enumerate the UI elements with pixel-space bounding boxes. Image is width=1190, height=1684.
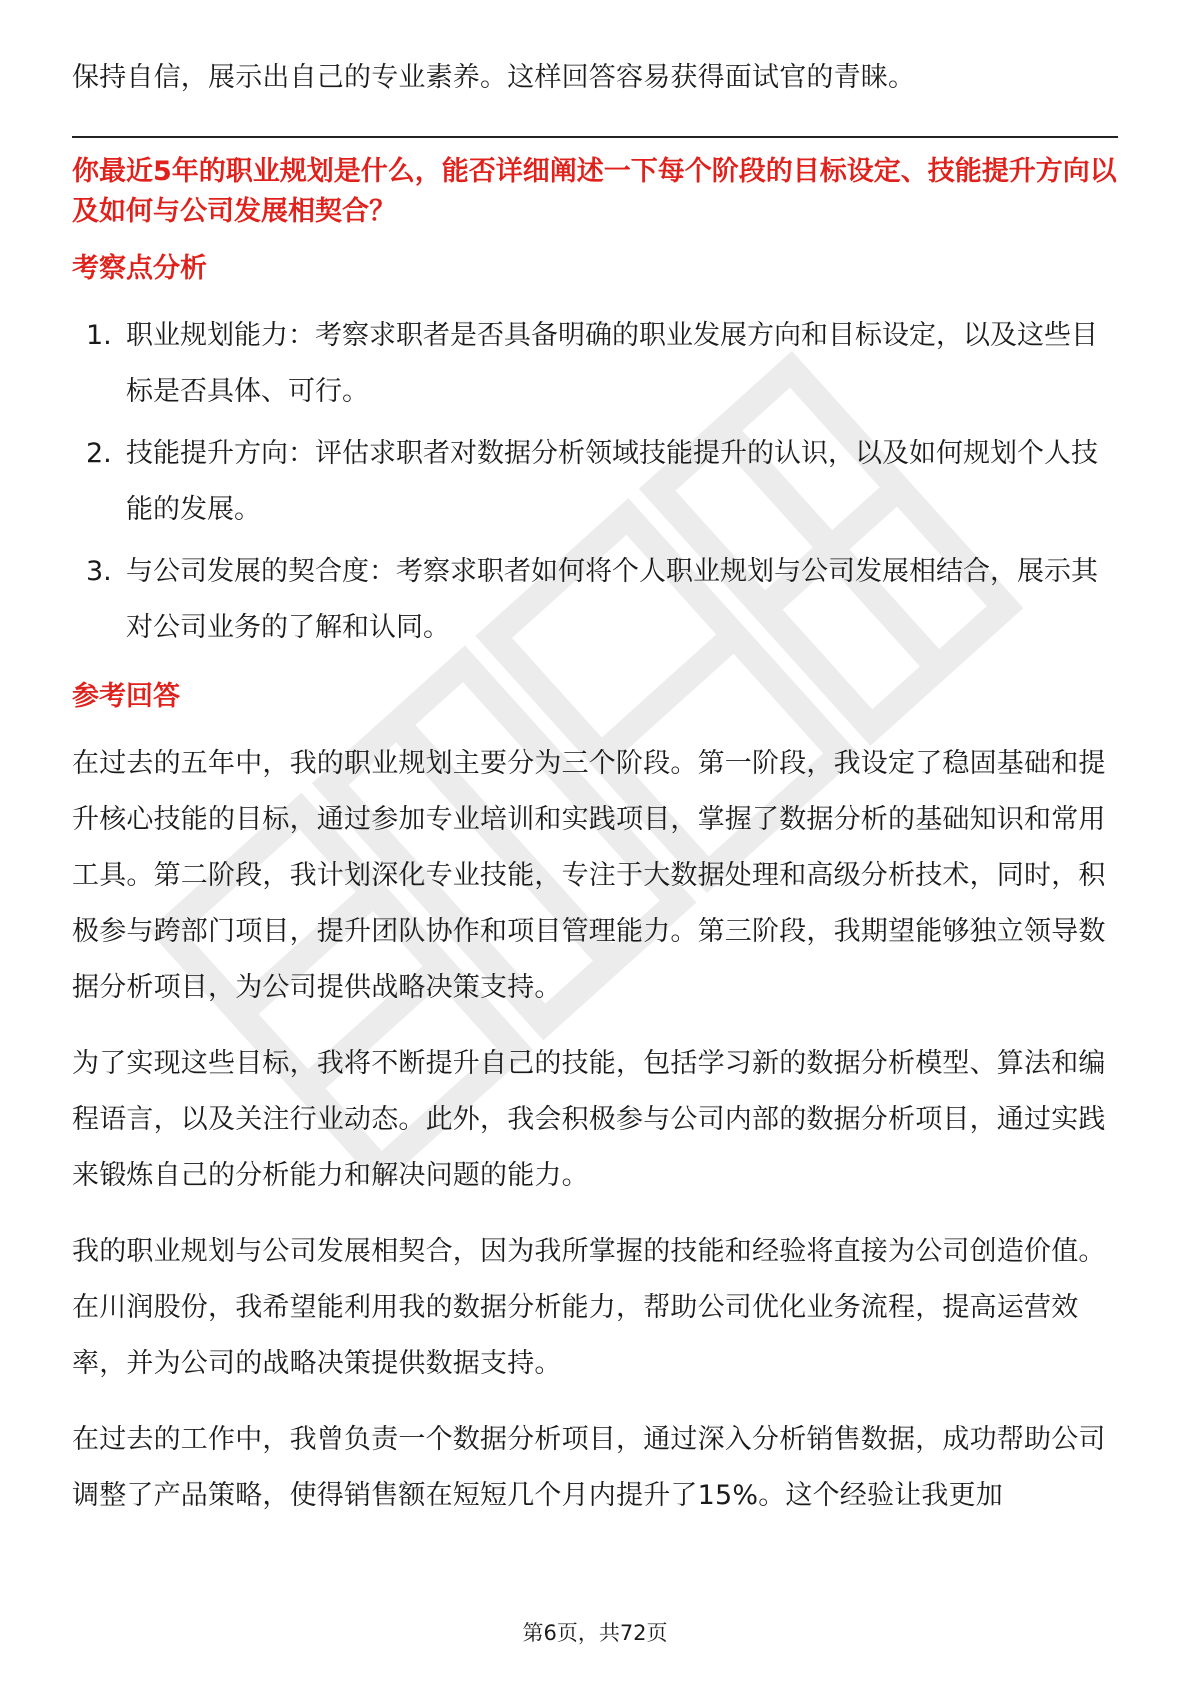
answer-paragraph: 我的职业规划与公司发展相契合，因为我所掌握的技能和经验将直接为公司创造价值。在川润股份，我希望能利用我的数据分析能力，帮助公司优化业务流程，提高运营效率，并为公司的战略决策提供数据支持。 [72,1236,1106,1379]
answer-paragraph: 在过去的五年中，我的职业规划主要分为三个阶段。第一阶段，我设定了稳固基础和提升核心技能的目标，通过参加专业培训和实践项目，掌握了数据分析的基础知识和常用工具。第二阶段，我计划深化专业技能，专注于大数据处理和高级分析技术，同时，积极参与跨部门项目，提升团队协作和项目管理能力。第三阶段，我期望能够独立领导数据分析项目，为公司提供战略决策支持。 [72,748,1106,1003]
page-footer: 第6页，共72页 [522,1621,668,1645]
answer-heading: 参考回答 [72,681,180,712]
answer-paragraph: 为了实现这些目标，我将不断提升自己的技能，包括学习新的数据分析模型、算法和编程语言，以及关注行业动态。此外，我会积极参与公司内部的数据分析项目，通过实践来锻炼自己的分析能力和解决问题的能力。 [72,1048,1106,1191]
list-item-number: 2. [86,438,112,469]
analysis-heading: 考察点分析 [72,253,207,284]
interview-question: 你最近5年的职业规划是什么，能否详细阐述一下每个阶段的目标设定、技能提升方向以及如何与公司发展相契合？ [72,156,1117,227]
page-content [72,50,1118,1544]
list-item-text: 技能提升方向：评估求职者对数据分析领域技能提升的认识，以及如何规划个人技能的发展。 [126,438,1098,525]
list-item-text: 与公司发展的契合度：考察求职者如何将个人职业规划与公司发展相结合，展示其对公司业务的了解和认同。 [126,556,1098,643]
list-item [72,426,1118,538]
list-item [72,308,1118,420]
intro-paragraph: 保持自信，展示出自己的专业素养。这样回答容易获得面试官的青睐。 [72,62,916,93]
list-item-number: 3. [86,556,112,587]
list-item [72,544,1118,656]
section-divider [72,136,1118,138]
list-item-number: 1. [86,320,112,351]
answer-paragraph: 在过去的工作中，我曾负责一个数据分析项目，通过深入分析销售数据，成功帮助公司调整了产品策略，使得销售额在短短几个月内提升了15%。这个经验让我更加 [72,1424,1106,1511]
analysis-list [72,308,1118,656]
list-item-text: 职业规划能力：考察求职者是否具备明确的职业发展方向和目标设定，以及这些目标是否具体、可行。 [126,320,1098,407]
